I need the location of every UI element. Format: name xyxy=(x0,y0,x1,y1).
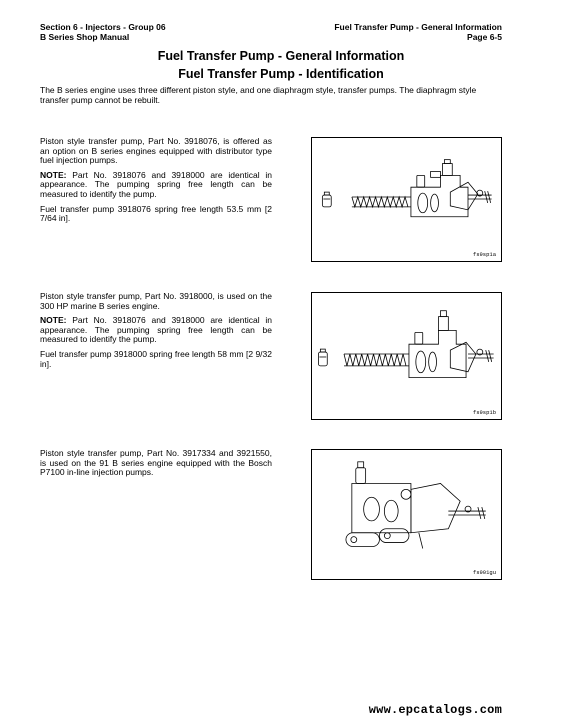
figure-code: fs9sp1b xyxy=(472,409,496,416)
text-block-3 xyxy=(40,449,272,483)
block-1-note xyxy=(40,171,272,200)
footer-watermark: www.epcatalogs.com xyxy=(368,703,502,717)
note-text: Part No. 3918076 and 3918000 are identical in appearance. The pumping spring free length can be measured to identify the pump. xyxy=(40,169,272,199)
figure-pump-3918000 xyxy=(311,292,502,420)
block-2-description: Piston style transfer pump, Part No. 3918000, is used on the 300 HP marine B series engine. xyxy=(40,291,272,311)
figure-code: fs9sp1a xyxy=(472,251,496,258)
header-left xyxy=(40,22,166,42)
figure-code: fs901gu xyxy=(472,569,496,576)
page-title: Fuel Transfer Pump - General Information xyxy=(157,49,405,63)
text-block-2 xyxy=(40,292,272,374)
manual-label: B Series Shop Manual xyxy=(40,32,130,42)
block-1-spring-length: Fuel transfer pump 3918076 spring free length 53.5 mm [2 7/64 in]. xyxy=(40,203,272,224)
pump-3917334-illustration xyxy=(312,450,501,579)
intro-paragraph: The B series engine uses three different piston style, and one diaphragm style, transfer pumps. The diaphragm style transfer pump cannot be rebuilt. xyxy=(40,85,477,105)
figure-pump-3917334 xyxy=(311,449,502,580)
pump-3918000-illustration xyxy=(312,293,501,419)
note-label: NOTE: xyxy=(40,315,67,326)
note-label: NOTE: xyxy=(40,169,67,180)
block-2-note xyxy=(40,316,272,345)
page-number: Page 6-5 xyxy=(467,32,502,42)
note-text: Part No. 3918076 and 3918000 are identical in appearance. The pumping spring free length can be measured to identify the pump. xyxy=(40,315,272,345)
block-3-description: Piston style transfer pump, Part No. 3917334 and 3921550, is used on the 91 B series engine equipped with the Bosch P7100 in-line injection pumps. xyxy=(40,448,272,478)
page-subtitle: Fuel Transfer Pump - Identification xyxy=(178,67,384,81)
topic-label: Fuel Transfer Pump - General Information xyxy=(334,22,502,32)
section-label: Section 6 - Injectors - Group 06 xyxy=(40,22,166,32)
block-2-spring-length: Fuel transfer pump 3918000 spring free length 58 mm [2 9/32 in]. xyxy=(40,348,272,369)
header-right xyxy=(334,22,502,42)
text-block-1 xyxy=(40,137,272,229)
figure-pump-3918076 xyxy=(311,137,502,262)
pump-3918076-illustration xyxy=(312,138,501,261)
block-1-description: Piston style transfer pump, Part No. 3918076, is offered as an option on B series engines equipped with distributor type fuel injection pumps. xyxy=(40,136,272,166)
